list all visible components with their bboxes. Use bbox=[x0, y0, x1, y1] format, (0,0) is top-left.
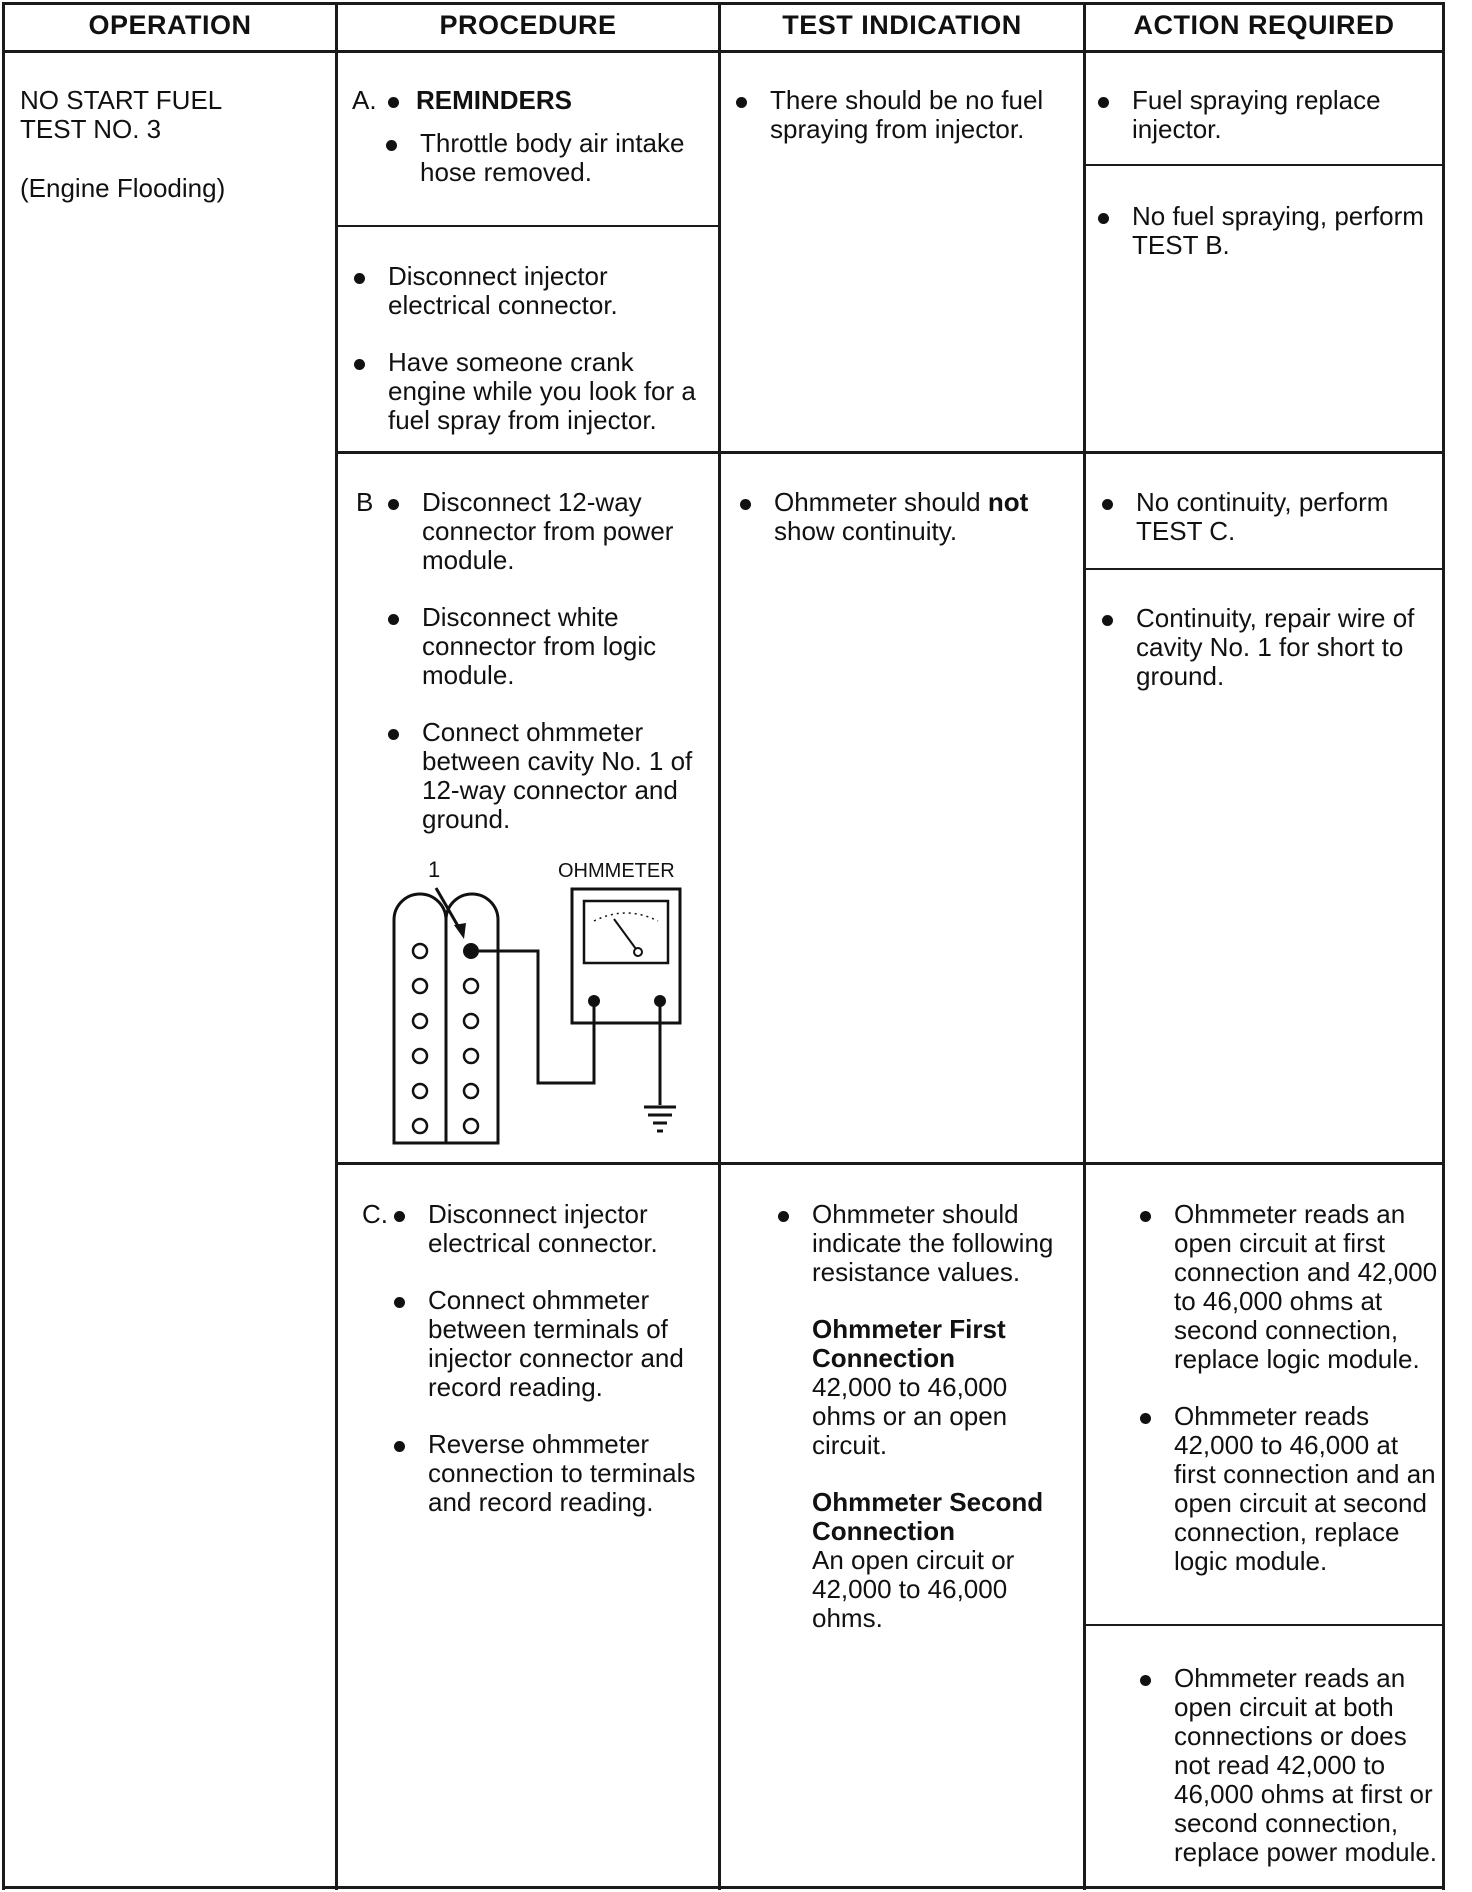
test-a-step-1: Disconnect injector electrical connector. bbox=[352, 262, 702, 320]
ohmmeter-diagram bbox=[380, 855, 710, 1160]
test-a-action-1: Fuel spraying replace injector. bbox=[1096, 86, 1426, 144]
test-c-step-1: Disconnect injector electrical connector. bbox=[428, 1199, 658, 1258]
test-a-marker: A. bbox=[352, 85, 377, 115]
meter-label: OHMMETER bbox=[558, 860, 675, 882]
cavity-pin bbox=[464, 1119, 478, 1133]
cavity-pin bbox=[413, 1049, 427, 1063]
cavity-pin bbox=[413, 944, 427, 958]
test-lead-wire bbox=[479, 951, 594, 1083]
test-a-action-2: No fuel spraying, perform TEST B. bbox=[1096, 202, 1426, 260]
cavity-pin bbox=[413, 1014, 427, 1028]
meter-scale bbox=[594, 913, 658, 921]
test-c-indication-intro: Ohmmeter should indicate the following resistance values. bbox=[776, 1200, 1076, 1287]
column-divider-3 bbox=[1083, 2, 1086, 1890]
test-c-step-3: Reverse ohmmeter connection to terminals and record reading. bbox=[392, 1430, 714, 1517]
action-c-1 bbox=[1138, 1200, 1438, 1576]
connector-body-right bbox=[446, 894, 498, 1143]
meter-pivot bbox=[634, 948, 642, 956]
action-b-1 bbox=[1100, 488, 1430, 546]
header-action-required: ACTION REQUIRED bbox=[1133, 10, 1395, 40]
procedure-b bbox=[356, 488, 706, 834]
row-divider-c bbox=[336, 1162, 1444, 1165]
reminders-label: REMINDERS bbox=[416, 85, 573, 115]
header-divider bbox=[2, 50, 1444, 53]
test-c-action-1: Ohmmeter reads an open circuit at first connection and 42,000 to 46,000 ohms at second connection, replace logic module. bbox=[1138, 1200, 1438, 1374]
test-b-step-2: Disconnect white connector from logic module. bbox=[386, 603, 706, 690]
first-connection-heading: Ohmmeter First Connection bbox=[812, 1314, 1006, 1373]
operation-subtitle: (Engine Flooding) bbox=[20, 173, 226, 203]
table-border-right bbox=[1442, 2, 1445, 1890]
procedure-a-reminders bbox=[352, 86, 707, 187]
bullet-icon bbox=[388, 97, 399, 108]
cavity-pin bbox=[413, 979, 427, 993]
cavity-pin bbox=[413, 1084, 427, 1098]
operation-title-line1: NO START FUEL bbox=[20, 85, 223, 115]
action-b-2 bbox=[1100, 604, 1430, 691]
cavity-pin bbox=[464, 1049, 478, 1063]
connector-body-left bbox=[394, 894, 446, 1143]
procedure-a-divider bbox=[336, 225, 721, 227]
test-c-marker: C. bbox=[362, 1199, 388, 1229]
column-divider-2 bbox=[718, 2, 721, 1890]
cavity-pin bbox=[464, 1014, 478, 1028]
action-c-divider bbox=[1084, 1624, 1444, 1626]
table-border-top bbox=[2, 2, 1444, 5]
meter-needle bbox=[614, 919, 636, 949]
second-connection-heading: Ohmmeter Second Connection bbox=[812, 1487, 1044, 1546]
cavity-arrowhead bbox=[454, 923, 466, 939]
second-connection-block bbox=[776, 1488, 1076, 1633]
test-b-marker: B bbox=[356, 487, 374, 517]
header-test-indication: TEST INDICATION bbox=[782, 10, 1022, 40]
action-c-3 bbox=[1138, 1664, 1438, 1867]
table-border-bottom bbox=[2, 1886, 1444, 1889]
cavity-1-pin bbox=[463, 943, 479, 959]
row-divider-b bbox=[336, 451, 1444, 454]
test-a-indication: There should be no fuel spraying from injector. bbox=[734, 86, 1069, 144]
indication-c bbox=[776, 1200, 1076, 1633]
cavity-pin bbox=[413, 1119, 427, 1133]
test-c-action-3: Ohmmeter reads an open circuit at both connections or does not read 42,000 to 46,000 ohms at first or second connection, replace power module. bbox=[1138, 1664, 1438, 1867]
procedure-a-steps bbox=[352, 262, 702, 435]
second-connection-text: An open circuit or 42,000 to 46,000 ohms. bbox=[812, 1545, 1015, 1633]
column-divider-1 bbox=[335, 2, 338, 1890]
test-b-indication: Ohmmeter should not show continuity. bbox=[738, 488, 1073, 546]
indication-a bbox=[734, 86, 1069, 144]
cavity-pin bbox=[464, 1084, 478, 1098]
reminder-item: Throttle body air intake hose removed. bbox=[384, 129, 707, 187]
indication-b bbox=[738, 488, 1073, 546]
table-border-left bbox=[2, 2, 5, 1890]
test-b-step-1: Disconnect 12-way connector from power module. bbox=[422, 487, 674, 575]
cavity-pin bbox=[464, 979, 478, 993]
action-a-divider bbox=[1084, 164, 1444, 166]
first-connection-block bbox=[776, 1315, 1076, 1460]
header-procedure: PROCEDURE bbox=[439, 10, 617, 40]
operation-title-line2: TEST NO. 3 bbox=[20, 114, 162, 144]
test-c-action-2: Ohmmeter reads 42,000 to 46,000 at first connection and an open circuit at second connection, replace logic module. bbox=[1138, 1402, 1438, 1576]
operation-cell bbox=[20, 86, 320, 203]
cavity-label: 1 bbox=[428, 857, 441, 882]
first-connection-text: 42,000 to 46,000 ohms or an open circuit. bbox=[812, 1372, 1008, 1460]
test-c-step-2: Connect ohmmeter between terminals of injector connector and record reading. bbox=[392, 1286, 714, 1402]
bullet-icon bbox=[388, 499, 399, 510]
action-b-divider bbox=[1084, 568, 1444, 570]
procedure-c bbox=[362, 1200, 714, 1517]
action-a-1 bbox=[1096, 86, 1426, 144]
bullet-icon bbox=[394, 1211, 405, 1222]
test-b-action-2: Continuity, repair wire of cavity No. 1 for short to ground. bbox=[1100, 604, 1430, 691]
ground-icon bbox=[644, 1107, 676, 1131]
test-b-action-1: No continuity, perform TEST C. bbox=[1100, 488, 1430, 546]
meter-face bbox=[584, 901, 668, 963]
test-a-step-2: Have someone crank engine while you look for a fuel spray from injector. bbox=[352, 348, 702, 435]
test-b-step-3: Connect ohmmeter between cavity No. 1 of 12-way connector and ground. bbox=[386, 718, 706, 834]
action-a-2 bbox=[1096, 202, 1426, 260]
header-operation: OPERATION bbox=[88, 10, 252, 40]
